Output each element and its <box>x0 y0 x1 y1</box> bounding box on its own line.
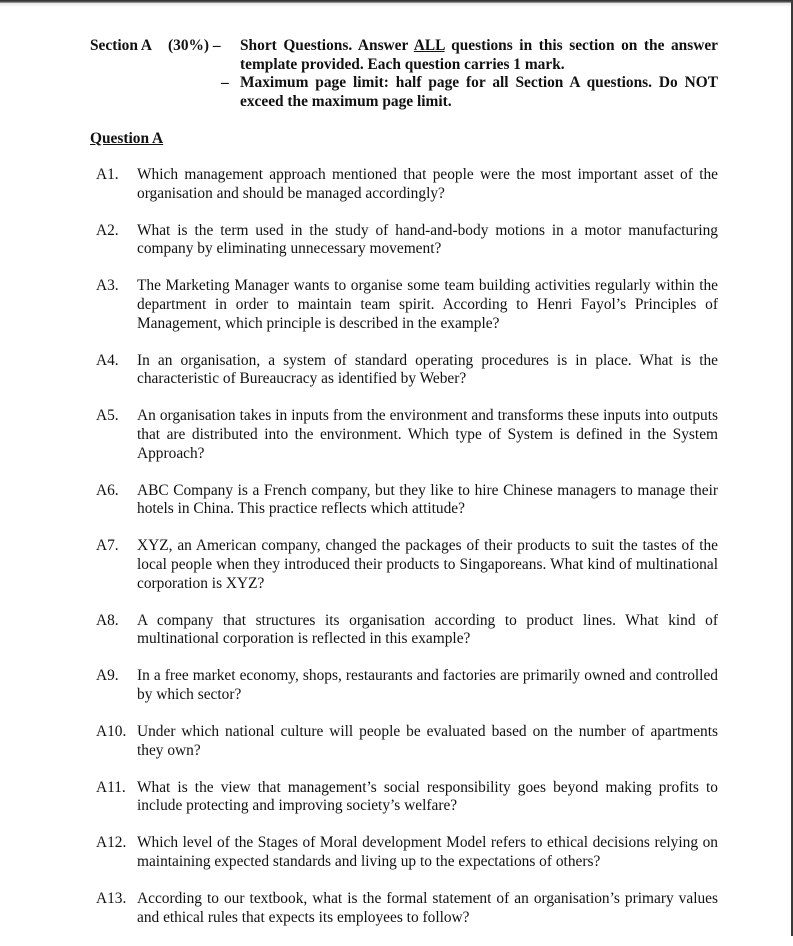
question-number: A12. <box>96 834 127 852</box>
section-instruction-2: Maximum page limit: half page for all Section A questions. Do NOT exceed the maximum page limit. <box>240 74 718 110</box>
question-text: XYZ, an American company, changed the packages of their products to suit the tastes of the local people when they introduced their products to Singaporeans. What kind of multinational corporation is XYZ? <box>137 537 718 592</box>
question-item <box>96 537 718 593</box>
question-text: Which level of the Stages of Moral development Model refers to ethical decisions relying on maintaining expected standards and living up to the expectations of others? <box>137 834 718 870</box>
section-instruction-1: Short Questions. Answer ALL questions in this section on the answer template provided. Each question carries 1 mark. <box>240 37 719 73</box>
question-number: A9. <box>96 667 119 685</box>
question-text: According to our textbook, what is the formal statement of an organisation’s primary values and ethical rules that expects its employees to follow? <box>137 890 718 926</box>
question-number: A8. <box>96 611 119 629</box>
question-number: A2. <box>96 221 119 239</box>
question-item <box>96 482 718 519</box>
section-header <box>90 37 718 111</box>
section-name: Section A <box>90 37 152 54</box>
page-top-shadow <box>0 3 793 7</box>
question-number: A6. <box>96 481 119 499</box>
question-text: What is the term used in the study of hand-and-body motions in a motor manufacturing company by eliminating unnecessary movement? <box>137 221 718 258</box>
question-number: A1. <box>96 166 119 183</box>
question-text: An organisation takes in inputs from the environment and transforms these inputs into outputs that are distributed into the environment. Which type of System is defined in the System Approach? <box>137 407 718 462</box>
question-item <box>96 612 718 649</box>
question-title: Question A <box>90 130 164 147</box>
emphasis-all: ALL <box>413 37 445 54</box>
question-number: A10. <box>96 722 127 740</box>
question-list <box>96 166 718 946</box>
question-item <box>96 779 718 816</box>
question-number: A11. <box>96 778 126 796</box>
question-number: A3. <box>96 277 119 295</box>
question-item <box>96 890 718 927</box>
question-item <box>96 407 718 463</box>
question-item <box>96 667 718 704</box>
question-item <box>96 166 718 203</box>
question-item <box>96 222 718 259</box>
question-number: A5. <box>96 407 119 425</box>
section-weight: (30%) – <box>168 37 221 54</box>
section-header-row-1 <box>90 37 718 74</box>
question-text: In an organisation, a system of standard operating procedures is in place. What is the characteristic of Bureaucracy as identified by Weber? <box>137 351 718 388</box>
question-item <box>96 834 718 871</box>
question-item <box>96 723 718 760</box>
question-text: The Marketing Manager wants to organise some team building activities regularly within the department in order to maintain team spirit. According to Henri Fayol’s Principles of Management, which principle is described in the example? <box>137 277 718 332</box>
question-text: Under which national culture will people be evaluated based on the number of apartments they own? <box>137 722 718 759</box>
question-item <box>96 352 718 389</box>
question-number: A7. <box>96 537 119 555</box>
question-text: Which management approach mentioned that people were the most important asset of the organisation and should be managed accordingly? <box>137 166 718 202</box>
question-text: A company that structures its organisation according to product lines. What kind of multinational corporation is reflected in this example? <box>137 611 718 648</box>
question-number: A13. <box>96 890 127 908</box>
question-text: What is the view that management’s social responsibility goes beyond making profits to include protecting and improving society’s welfare? <box>137 778 718 815</box>
question-text: In a free market economy, shops, restaurants and factories are primarily owned and controlled by which sector? <box>137 667 718 703</box>
question-item <box>96 277 718 333</box>
section-label <box>90 37 221 74</box>
question-number: A4. <box>96 351 119 369</box>
question-text: ABC Company is a French company, but they like to hire Chinese managers to manage their hotels in China. This practice reflects which attitude? <box>137 481 718 518</box>
bullet-dash: – <box>221 74 229 92</box>
section-header-row-2 <box>90 74 718 111</box>
